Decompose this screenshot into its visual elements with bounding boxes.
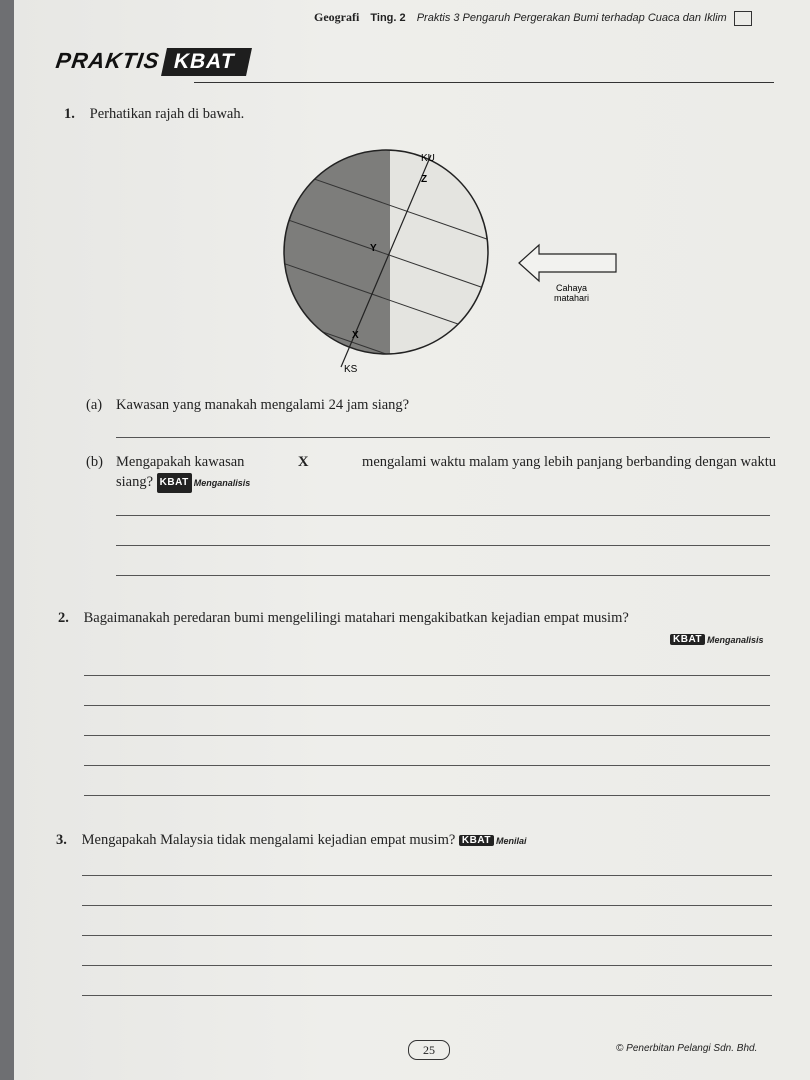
question-3 bbox=[56, 832, 526, 849]
header-level: Ting. 2 bbox=[370, 12, 406, 24]
sunlight-arrow bbox=[519, 245, 616, 281]
label-north-pole: KU bbox=[421, 153, 435, 164]
question-1b-text-1: Mengapakah kawasan bbox=[116, 454, 245, 470]
banner-praktis: PRAKTIS bbox=[54, 48, 162, 73]
sunlight-label-2: matahari bbox=[554, 293, 590, 303]
question-1b-label: (b) bbox=[86, 454, 103, 470]
kbat-tag-2 bbox=[670, 630, 764, 648]
question-1a bbox=[86, 395, 409, 415]
answer-line-2-5[interactable] bbox=[84, 795, 770, 796]
kbat-badge-1b: KBAT bbox=[157, 473, 192, 493]
question-2 bbox=[58, 610, 629, 627]
kbat-badge-2: KBAT bbox=[670, 634, 705, 645]
question-1-number: 1. bbox=[64, 106, 75, 122]
earth-diagram bbox=[254, 145, 634, 380]
answer-line-3-2[interactable] bbox=[82, 905, 772, 906]
question-1 bbox=[64, 106, 244, 123]
question-3-number: 3. bbox=[56, 832, 67, 848]
page-number: 25 bbox=[408, 1040, 450, 1060]
header-chapter: Praktis 3 Pengaruh Pergerakan Bumi terhadap Cuaca dan Iklim bbox=[416, 12, 727, 24]
copyright: © Penerbitan Pelangi Sdn. Bhd. bbox=[616, 1043, 758, 1054]
answer-line-2-2[interactable] bbox=[84, 705, 770, 706]
answer-line-3-3[interactable] bbox=[82, 935, 772, 936]
answer-line-1a[interactable] bbox=[116, 437, 770, 438]
skill-label-2: Menganalisis bbox=[707, 635, 764, 645]
sunlight-label-1: Cahaya bbox=[556, 283, 588, 293]
question-1b-text-3: siang? bbox=[116, 474, 154, 490]
answer-line-1b-3[interactable] bbox=[116, 575, 770, 576]
chapter-icon bbox=[734, 11, 752, 26]
answer-line-1b-2[interactable] bbox=[116, 545, 770, 546]
answer-line-2-4[interactable] bbox=[84, 765, 770, 766]
answer-line-3-1[interactable] bbox=[82, 875, 772, 876]
answer-line-1b-1[interactable] bbox=[116, 515, 770, 516]
night-side bbox=[274, 145, 390, 365]
question-1b bbox=[86, 452, 776, 493]
skill-label-1b: Menganalisis bbox=[193, 478, 251, 488]
worksheet-page bbox=[14, 0, 810, 1080]
question-3-text: Mengapakah Malaysia tidak mengalami kejadian empat musim? bbox=[81, 832, 456, 848]
header-subject: Geografi bbox=[314, 10, 360, 24]
question-1a-text: Kawasan yang manakah mengalami 24 jam siang? bbox=[116, 397, 410, 413]
question-1-text: Perhatikan rajah di bawah. bbox=[89, 106, 245, 122]
question-1a-label: (a) bbox=[86, 397, 103, 413]
banner-divider bbox=[194, 82, 774, 83]
question-1b-text-2: mengalami waktu malam yang lebih panjang berbanding dengan waktu bbox=[362, 454, 776, 470]
kbat-badge-3: KBAT bbox=[459, 835, 494, 846]
page-header bbox=[314, 10, 752, 26]
section-banner bbox=[56, 48, 248, 76]
skill-label-3: Menilai bbox=[495, 836, 527, 846]
answer-line-3-5[interactable] bbox=[82, 995, 772, 996]
question-1b-bold-x: X bbox=[298, 454, 309, 470]
answer-line-2-3[interactable] bbox=[84, 735, 770, 736]
question-2-text: Bagaimanakah peredaran bumi mengelilingi matahari mengakibatkan kejadian empat musim? bbox=[83, 610, 629, 626]
question-2-number: 2. bbox=[58, 610, 69, 626]
answer-line-2-1[interactable] bbox=[84, 675, 770, 676]
label-area-z: Z bbox=[421, 174, 428, 185]
label-area-y: Y bbox=[370, 243, 377, 254]
answer-line-3-4[interactable] bbox=[82, 965, 772, 966]
banner-kbat: KBAT bbox=[161, 48, 252, 76]
label-south-pole: KS bbox=[344, 364, 358, 375]
label-area-x: X bbox=[352, 330, 359, 341]
